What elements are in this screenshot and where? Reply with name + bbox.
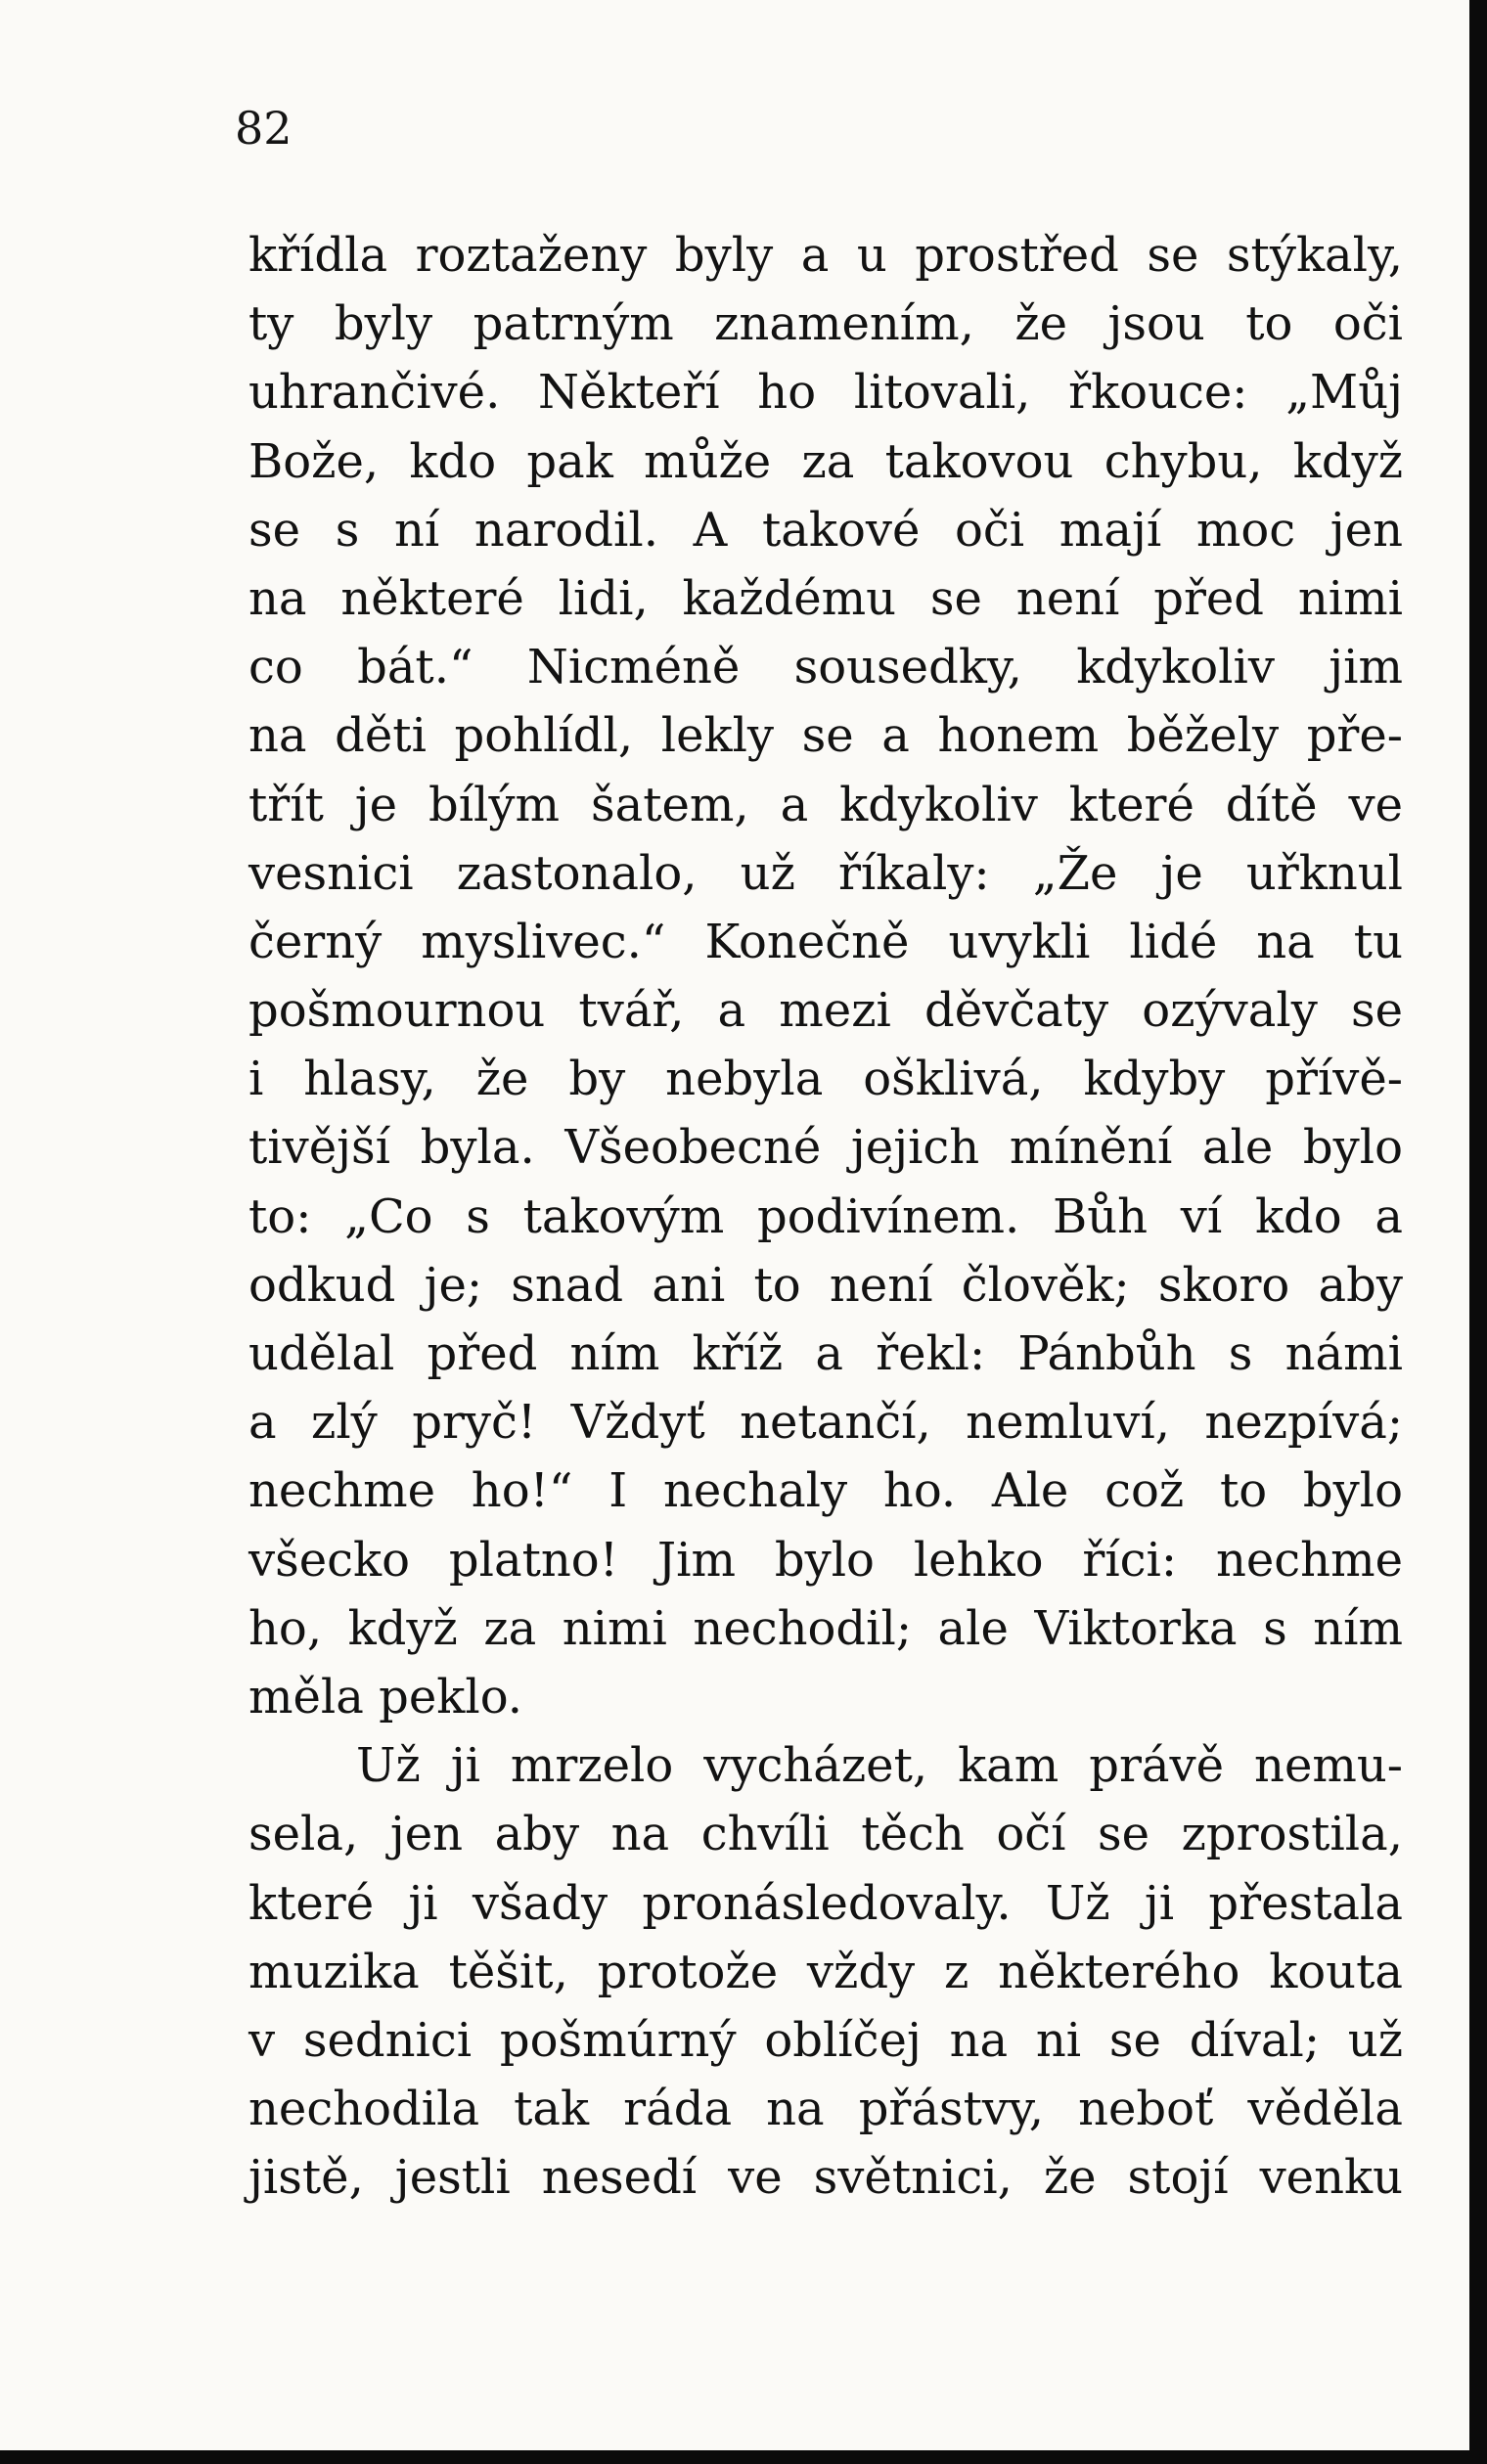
text-line: Bože, kdo pak může za takovou chybu, když	[248, 433, 1403, 489]
text-line: vesnici zastonalo, už říkaly: „Že je uřknul	[248, 845, 1403, 901]
text-line: odkud je; snad ani to není člověk; skoro aby	[248, 1257, 1403, 1313]
text-line: i hlasy, že by nebyla ošklivá, kdyby přívě-	[248, 1052, 1403, 1107]
text-line: muzika těšit, protože vždy z některého kouta	[248, 1944, 1403, 1999]
text-line: na děti pohlídl, lekly se a honem běžely pře-	[248, 708, 1403, 764]
text-line: černý myslivec.“ Konečně uvykli lidé na tu	[248, 914, 1403, 969]
body-text	[248, 221, 1403, 2212]
text-line: nechme ho!“ I nechaly ho. Ale což to bylo	[248, 1463, 1403, 1519]
text-line: tivější byla. Všeobecné jejich mínění ale bylo	[248, 1120, 1403, 1176]
text-line: to: „Co s takovým podivínem. Bůh ví kdo a	[248, 1188, 1403, 1244]
text-line: všecko platno! Jim bylo lehko říci: nechme	[248, 1532, 1403, 1588]
text-line: uhrančivé. Někteří ho litovali, řkouce: „Můj	[248, 365, 1403, 421]
text-line: a zlý pryč! Vždyť netančí, nemluví, nezpívá;	[248, 1395, 1403, 1451]
text-line: třít je bílým šatem, a kdykoliv které dítě ve	[248, 777, 1403, 832]
text-line: se s ní narodil. A takové oči mají moc jen	[248, 502, 1403, 558]
text-line: udělal před ním kříž a řekl: Pánbůh s námi	[248, 1326, 1403, 1381]
text-line: pošmournou tvář, a mezi děvčaty ozývaly se	[248, 983, 1403, 1039]
paragraph-end-line: měla peklo.	[248, 1669, 523, 1725]
text-line: křídla roztaženy byly a u prostřed se stýkaly,	[248, 228, 1403, 283]
text-line: které ji všady pronásledovaly. Už ji přestala	[248, 1875, 1403, 1931]
paragraph-start-line: Už ji mrzelo vycházet, kam právě nemu-	[356, 1738, 1403, 1794]
text-line: jistě, jestli nesedí ve světnici, že stojí venku	[248, 2150, 1403, 2206]
text-line: sela, jen aby na chvíli těch očí se zprostila,	[248, 1807, 1403, 1862]
page-number: 82	[235, 102, 293, 155]
text-line: nechodila tak ráda na přástvy, neboť věděla	[248, 2082, 1403, 2137]
text-line: ho, když za nimi nechodil; ale Viktorka s ním	[248, 1600, 1403, 1656]
text-line: co bát.“ Nicméně sousedky, kdykoliv jim	[248, 640, 1403, 695]
text-line: ty byly patrným znamením, že jsou to oči	[248, 296, 1403, 352]
text-line: na některé lidi, každému se není před nimi	[248, 570, 1403, 626]
text-line: v sednici pošmúrný oblíčej na ni se díval; už	[248, 2012, 1403, 2068]
